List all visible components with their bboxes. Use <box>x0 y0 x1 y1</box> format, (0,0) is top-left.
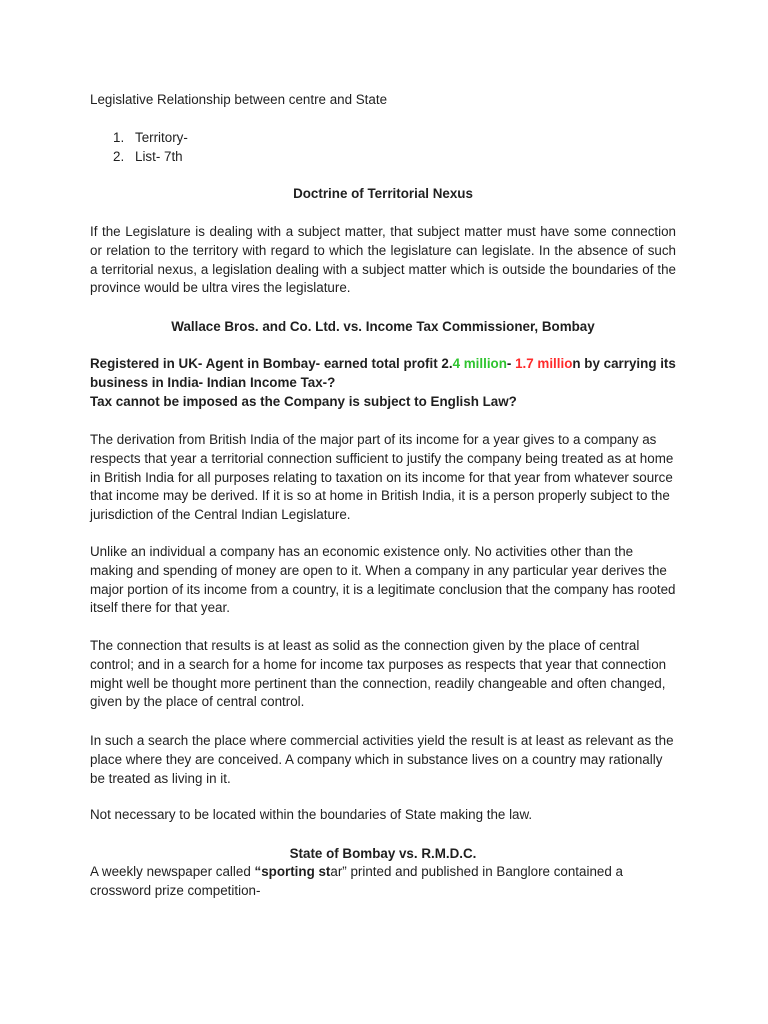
doctrine-paragraph: If the Legislature is dealing with a subject matter, that subject matter must have some connection or relation to the territory with regard to which the legislature can legislate. In the absence of such a territorial nexus, a legislation dealing with a subject matter which is outside the boundaries of the province would be ultra vires the legislature. <box>90 224 676 296</box>
heading-line: Legislative Relationship between centre and State <box>90 92 388 107</box>
paragraph <box>90 863 676 901</box>
paragraph: The connection that results is at least as solid as the connection given by the place of central control; and in a search for a home for income tax purposes as respects that year that connection might well be thought more pertinent than the connection, readily changeable and often changed, given by the place of central control. <box>90 638 667 710</box>
newspaper-name: “sporting st <box>254 864 331 879</box>
list-number: 2. <box>113 149 125 164</box>
list-text: List- 7th <box>135 149 183 164</box>
facts-red-amount: 1.7 millio <box>515 356 573 371</box>
para-text: A weekly newspaper called <box>90 864 255 879</box>
list-item <box>113 129 188 148</box>
list-number: 1. <box>113 130 125 145</box>
paragraph: The derivation from British India of the major part of its income for a year gives to a company as respects that year a territorial connection sufficient to justify the company being treated as at home in British India for all purposes relating to taxation on its income for that year from whatever source that income may be derived. If it is so at home in British India, it is a person properly subject to the jurisdiction of the Central Indian Legislature. <box>90 432 674 523</box>
list-text: Territory- <box>135 130 188 145</box>
facts-text: Registered in UK- Agent in Bombay- earned total profit 2. <box>90 356 453 371</box>
case-facts <box>90 355 676 411</box>
facts-text: n by carrying its business in India- Indian Income Tax-? <box>90 356 676 390</box>
facts-text: - <box>506 356 516 371</box>
paragraph: Not necessary to be located within the boundaries of State making the law. <box>90 807 533 822</box>
facts-green-amount: 4 million <box>452 356 507 371</box>
facts-question: Tax cannot be imposed as the Company is subject to English Law? <box>90 393 517 409</box>
doctrine-title: Doctrine of Territorial Nexus <box>293 186 473 201</box>
list-item <box>113 148 183 167</box>
paragraph: In such a search the place where commercial activities yield the result is at least as relevant as the place where they are conceived. A company which in substance lives on a country may rationally be treated as living in it. <box>90 733 674 786</box>
para-text: ar” printed and published in Banglore contained a crossword prize competition- <box>90 864 623 898</box>
paragraph: Unlike an individual a company has an economic existence only. No activities other than the making and spending of money are open to it. When a company in any particular year derives the major portion of its income from a country, it is a legitimate conclusion that the company has rooted itself there for that year. <box>90 544 676 616</box>
case-title-wallace: Wallace Bros. and Co. Ltd. vs. Income Tax Commissioner, Bombay <box>171 319 595 334</box>
case-title-rmdc: State of Bombay vs. R.M.D.C. <box>289 846 477 861</box>
